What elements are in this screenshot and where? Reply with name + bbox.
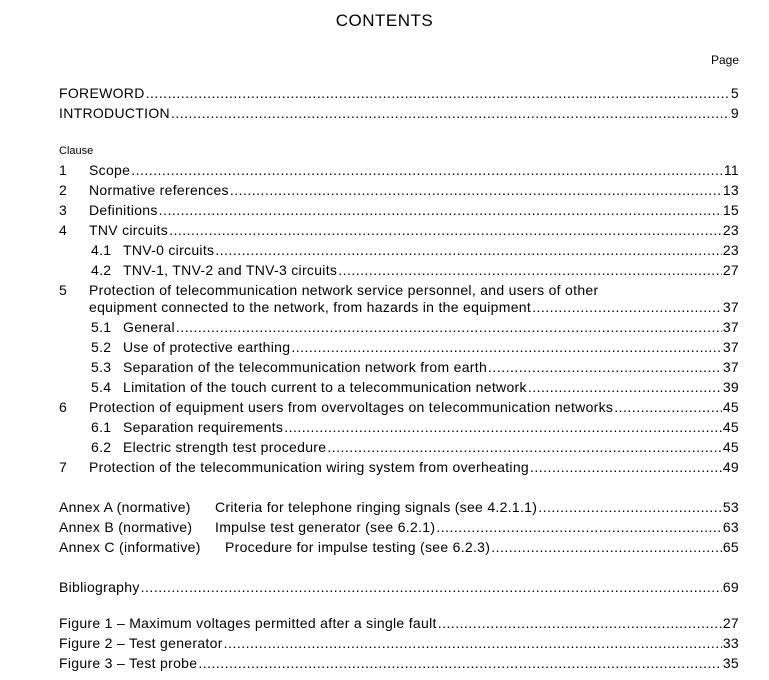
toc-entry-page: 27	[722, 615, 739, 631]
toc-entry-figure-2[interactable]	[59, 635, 739, 655]
toc-entry-annex-c[interactable]	[59, 539, 739, 559]
clause-number: 5.3	[91, 359, 112, 375]
toc-entry-page: 9	[730, 105, 739, 121]
toc-entry-page: 37	[722, 319, 739, 335]
toc-entry-text: Definitions	[89, 202, 158, 218]
toc-entry-text: Figure 1 – Maximum voltages permitted after a single fault	[59, 615, 437, 631]
toc-entry-text: Electric strength test procedure	[123, 439, 327, 455]
clause-number: 5.4	[91, 379, 112, 395]
toc-entry-page: 33	[722, 635, 739, 651]
toc-entry-page: 45	[722, 439, 739, 455]
toc-entry-text: equipment connected to the network, from hazards in the equipment	[89, 299, 532, 315]
toc-entry-page: 45	[722, 419, 739, 435]
toc-entry-clause-2[interactable]	[59, 182, 739, 202]
toc-entry-clause-3[interactable]	[59, 202, 739, 222]
toc-entry-text: Bibliography	[59, 579, 140, 595]
clause-number: 4.1	[91, 242, 112, 258]
toc-entry-text: Protection of equipment users from overvoltages on telecommunication networks	[89, 399, 614, 415]
toc-entry-page: 63	[722, 519, 739, 535]
toc-entry-text: Limitation of the touch current to a telecommunication network	[123, 379, 527, 395]
toc-entry-text: Figure 3 – Test probe	[59, 655, 198, 671]
toc-entry-page: 37	[722, 299, 739, 315]
toc-entry-figure-3[interactable]	[59, 655, 739, 675]
toc-entry-page: 45	[722, 399, 739, 415]
toc-entry-page: 5	[730, 85, 739, 101]
clause-heading: Clause	[59, 145, 94, 157]
toc-entry-text: Use of protective earthing	[123, 339, 291, 355]
toc-entry-page: 23	[722, 222, 739, 238]
toc-entry-annex-a[interactable]	[59, 499, 739, 519]
clause-number: 5.1	[91, 319, 112, 335]
toc-entry-text: Criteria for telephone ringing signals (see 4.2.1.1)	[215, 499, 538, 515]
toc-entry-clause-1[interactable]	[59, 162, 739, 182]
toc-entry-foreword[interactable]	[59, 85, 739, 105]
clause-number: 5.2	[91, 339, 112, 355]
toc-entry-page: 65	[722, 539, 739, 555]
clause-number: 6.1	[91, 419, 112, 435]
toc-entry-page: 35	[722, 655, 739, 671]
toc-entry-clause-6[interactable]	[59, 399, 739, 419]
toc-entry-page: 37	[722, 339, 739, 355]
toc-entry-text: Protection of telecommunication network service personnel, and users of other	[89, 282, 599, 298]
toc-entry-text: Impulse test generator (see 6.2.1)	[215, 519, 436, 535]
clause-number: 2	[59, 182, 68, 198]
clause-number: 7	[59, 459, 68, 475]
toc-entry-page: 39	[722, 379, 739, 395]
toc-entry-page: 27	[722, 262, 739, 278]
toc-entry-clause-4[interactable]	[59, 222, 739, 242]
toc-entry-text: FOREWORD	[59, 85, 145, 101]
toc-entry-text: Protection of the telecommunication wiring system from overheating	[89, 459, 529, 475]
toc-entry-page: 23	[722, 242, 739, 258]
clause-number: 4.2	[91, 262, 112, 278]
annex-type: Annex C (informative)	[59, 539, 201, 555]
toc-entry-clause-6-2[interactable]	[59, 439, 739, 459]
toc-entry-clause-4-1[interactable]	[59, 242, 739, 262]
toc-entry-text: TNV-1, TNV-2 and TNV-3 circuits	[123, 262, 338, 278]
toc-entry-page: 11	[723, 162, 739, 178]
toc-entry-introduction[interactable]	[59, 105, 739, 125]
clause-number: 6	[59, 399, 68, 415]
clause-number: 3	[59, 202, 68, 218]
toc-entry-text: Normative references	[89, 182, 229, 198]
toc-entry-page: 13	[722, 182, 739, 198]
toc-entry-clause-6-1[interactable]	[59, 419, 739, 439]
toc-entry-page: 53	[722, 499, 739, 515]
toc-entry-clause-5-line2[interactable]	[59, 299, 739, 319]
toc-entry-clause-4-2[interactable]	[59, 262, 739, 282]
toc-entry-clause-5-2[interactable]	[59, 339, 739, 359]
page-title: CONTENTS	[335, 11, 434, 30]
annex-type: Annex B (normative)	[59, 519, 193, 535]
toc-entry-text: Figure 2 – Test generator	[59, 635, 223, 651]
clause-number: 4	[59, 222, 68, 238]
toc-entry-page: 15	[722, 202, 739, 218]
clause-number: 1	[59, 162, 68, 178]
toc-entry-text: Separation of the telecommunication network from earth	[123, 359, 488, 375]
toc-entry-page: 49	[722, 459, 739, 475]
toc-entry-text: TNV-0 circuits	[123, 242, 215, 258]
toc-entry-clause-7[interactable]	[59, 459, 739, 479]
toc-entry-text: Separation requirements	[123, 419, 284, 435]
toc-entry-bibliography[interactable]	[59, 579, 739, 599]
clause-number: 6.2	[91, 439, 112, 455]
toc-entry-clause-5-1[interactable]	[59, 319, 739, 339]
clause-number: 5	[59, 282, 68, 298]
annex-type: Annex A (normative)	[59, 499, 191, 515]
toc-entry-page: 37	[722, 359, 739, 375]
toc-entry-text: INTRODUCTION	[59, 105, 170, 121]
toc-entry-annex-b[interactable]	[59, 519, 739, 539]
toc-entry-page: 69	[722, 579, 739, 595]
toc-entry-clause-5-3[interactable]	[59, 359, 739, 379]
toc-entry-figure-1[interactable]	[59, 615, 739, 635]
toc-entry-text: TNV circuits	[89, 222, 169, 238]
page-column-label: Page	[710, 53, 739, 67]
toc-entry-text: Procedure for impulse testing (see 6.2.3)	[225, 539, 491, 555]
toc-entry-text: Scope	[89, 162, 131, 178]
toc-entry-text: General	[123, 319, 175, 335]
toc-entry-clause-5-4[interactable]	[59, 379, 739, 399]
